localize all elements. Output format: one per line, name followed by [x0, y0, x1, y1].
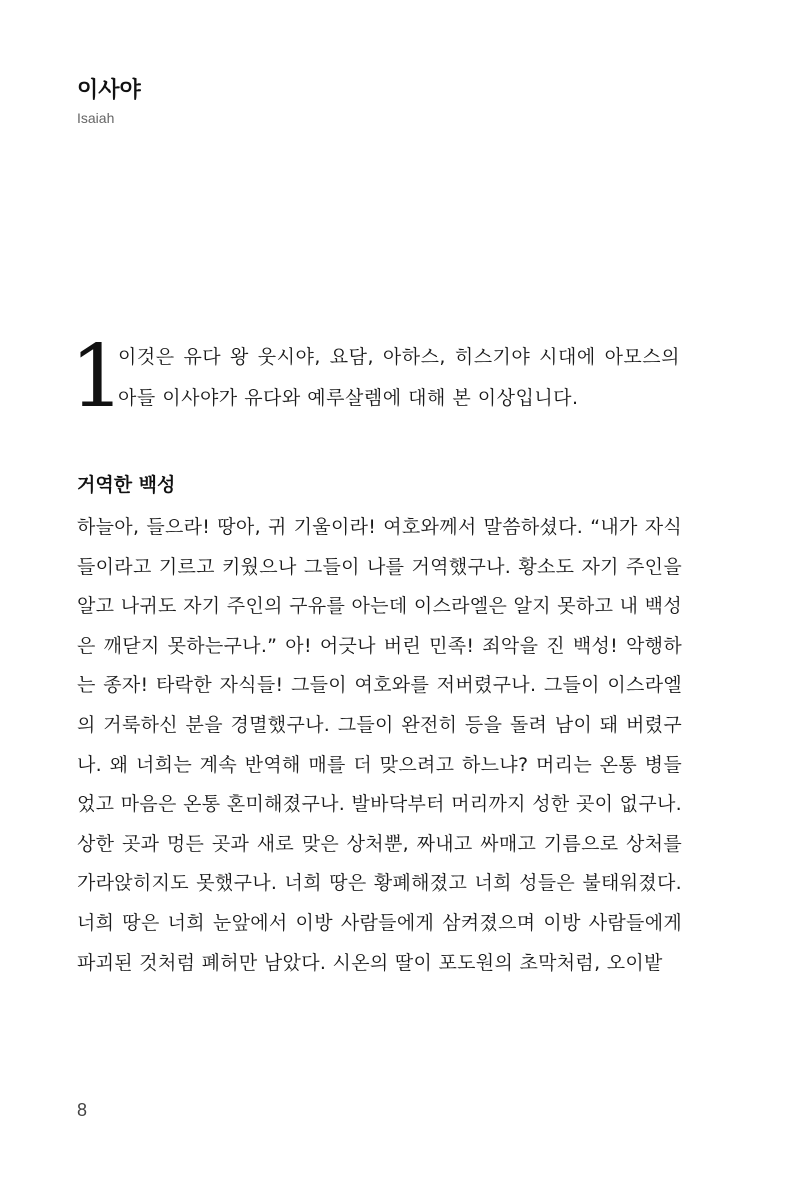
chapter-verse-text: 이것은 유다 왕 웃시야, 요담, 아하스, 히스기야 시대에 아모스의 아들 이사야가 유다와 예루살렘에 대해 본 이상입니다.: [118, 346, 680, 409]
section-body-text: 하늘아, 들으라! 땅아, 귀 기울이라! 여호와께서 말씀하셨다. “내가 자식들이라고 기르고 키웠으나 그들이 나를 거역했구나. 황소도 자기 주인을 알고 나귀도 자기 주인의 구유를 아는데 이스라엘은 알지 못하고 내 백성은 깨닫지 못하는구나.” 아! 어긋나 버린 민족! 죄악을 진 백성! 악행하는 종자! 타락한 자식들! 그들이 여호와를 저버렸구나. 그들이 이스라엘의 거룩하신 분을 경멸했구나. 그들이 완전히 등을 돌려 남이 돼 버렸구나. 왜 너희는 계속 반역해 매를 더 맞으려고 하느냐? 머리는 온통 병들었고 마음은 온통 혼미해졌구나. 발바닥부터 머리까지 성한 곳이 없구나. 상한 곳과 멍든 곳과 새로 맞은 상처뿐, 짜내고 싸매고 기름으로 상처를 가라앉히지도 못했구나. 너희 땅은 황폐해졌고 너희 성들은 불태워졌다. 너희 땅은 너희 눈앞에서 이방 사람들에게 삼켜졌으며 이방 사람들에게 파괴된 것처럼 폐허만 남았다. 시온의 딸이 포도원의 초막처럼, 오이밭: [77, 516, 682, 974]
book-title: 이사야: [77, 78, 141, 103]
section-heading: 거역한 백성: [77, 474, 176, 496]
book-subtitle: Isaiah: [77, 110, 115, 126]
page-number: 8: [77, 1100, 88, 1120]
chapter-block: [70, 327, 682, 437]
chapter-number: 1: [70, 327, 125, 427]
